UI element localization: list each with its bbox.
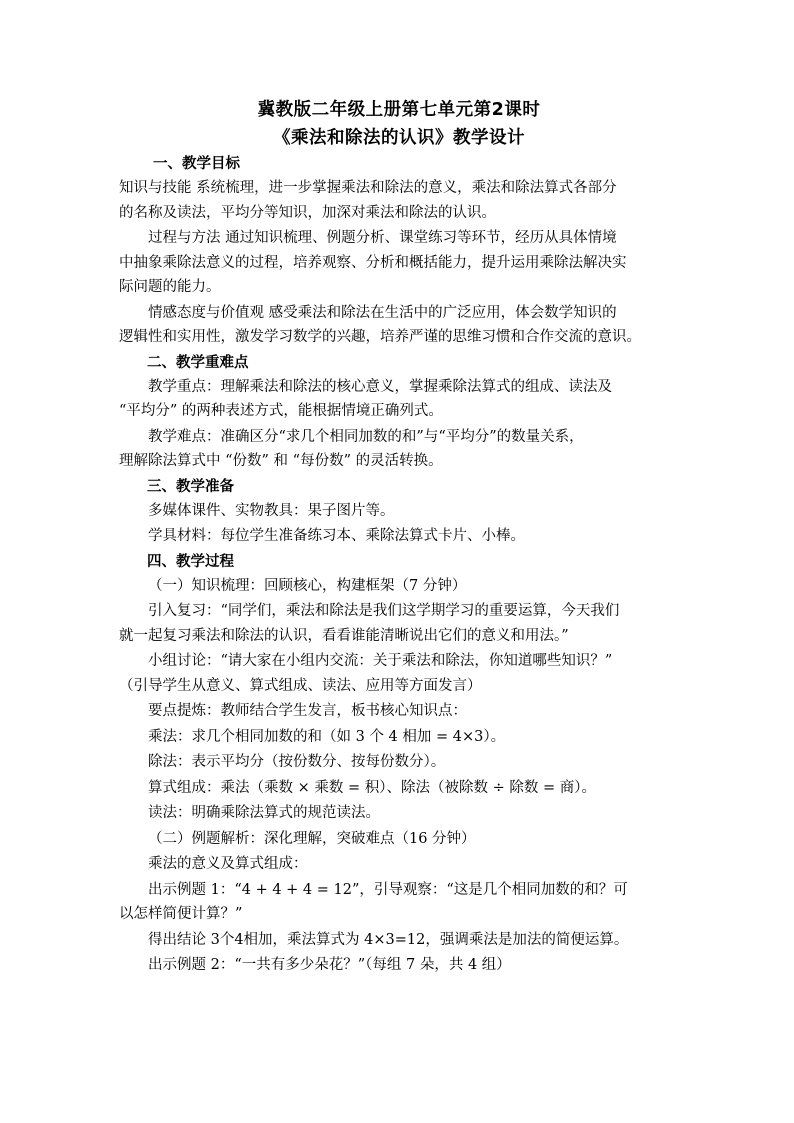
text-line: 过程与方法 通过知识梳理、例题分析、课堂练习等环节，经历从具体情境 — [148, 230, 617, 246]
paragraph-multiplication: 乘法：求几个相同加数的和（如 3 个 4 相加 = 4×3）。 — [148, 728, 506, 745]
subheading-knowledge-review: （一）知识梳理：回顾核心，构建框架（7 分钟） — [148, 577, 467, 594]
paragraph-introduction — [119, 599, 679, 648]
paragraph-difficulty — [119, 425, 679, 474]
text-line: 逻辑性和实用性，激发学习数学的兴趣，培养严谨的思维习惯和合作交流的意识。 — [119, 329, 641, 345]
text-line: 以怎样简便计算？” — [119, 906, 243, 922]
paragraph-student-materials: 学具材料：每位学生准备练习本、乘除法算式卡片、小棒。 — [148, 528, 525, 544]
text-line: 际问题的能力。 — [119, 279, 221, 295]
text-line: 知识与技能 系统梳理，进一步掌握乘法和除法的意义，乘法和除法算式各部分 — [119, 180, 617, 196]
text-line: 的名称及读法，平均分等知识，加深对乘法和除法的认识。 — [119, 204, 496, 221]
text-line: 小组讨论：“请大家在小组内交流：关于乘法和除法，你知道哪些知识？” — [148, 653, 613, 669]
text-line: 情感态度与价值观 感受乘法和除法在生活中的广泛应用，体会数学知识的 — [148, 304, 617, 321]
paragraph-group-discussion — [119, 649, 679, 698]
paragraph-teaching-aids: 多媒体课件、实物教具：果子图片等。 — [148, 502, 395, 519]
paragraph-attitude-values — [119, 301, 679, 350]
paragraph-knowledge-skills — [119, 176, 679, 225]
section-heading-objectives: 一、教学目标 — [153, 156, 240, 172]
paragraph-multiplication-meaning: 乘法的意义及算式组成： — [148, 856, 308, 872]
text-line: 中抽象乘除法意义的过程，培养观察、分析和概括能力，提升运用乘除法解决实 — [119, 254, 627, 271]
paragraph-example-1 — [119, 878, 679, 927]
text-line: （引导学生从意义、算式组成、读法、应用等方面发言） — [119, 677, 482, 694]
section-heading-preparation: 三、教学准备 — [147, 478, 234, 495]
section-heading-process: 四、教学过程 — [147, 553, 234, 570]
text-line: 就一起复习乘法和除法的认识，看看谁能清晰说出它们的意义和用法。” — [119, 627, 569, 644]
paragraph-key-point — [119, 375, 679, 424]
section-heading-key-points: 二、教学重难点 — [147, 354, 249, 371]
paragraph-division: 除法：表示平均分（按份数分、按每份数分）。 — [148, 754, 446, 770]
subheading-example-analysis: （二）例题解析：深化理解，突破难点（16 分钟） — [148, 830, 476, 847]
text-line: “平均分” 的两种表述方式，能根据情境正确列式。 — [119, 403, 443, 419]
text-line: 出示例题 1：“4 + 4 + 4 = 12”，引导观察：“这是几个相同加数的和？可 — [148, 881, 628, 898]
paragraph-key-summary: 要点提炼：教师结合学生发言，板书核心知识点： — [148, 703, 467, 719]
text-line: 理解除法算式中 “份数” 和 “每份数” 的灵活转换。 — [119, 453, 443, 469]
text-line: 教学重点：理解乘法和除法的核心意义，掌握乘除法算式的组成、读法及 — [148, 378, 612, 395]
paragraph-process-methods — [119, 226, 679, 300]
text-line: 引入复习：“同学们，乘法和除法是我们这学期学习的重要运算，今天我们 — [148, 603, 620, 619]
title-line-1: 冀教版二年级上册第七单元第2课时 — [257, 100, 541, 120]
document-body — [119, 96, 679, 979]
title-line-2: 《乘法和除法的认识》教学设计 — [273, 128, 525, 148]
paragraph-reading: 读法：明确乘除法算式的规范读法。 — [148, 805, 380, 821]
paragraph-conclusion: 得出结论 3个4相加，乘法算式为 4×3=12，强调乘法是加法的简便运算。 — [148, 931, 629, 948]
paragraph-example-2: 出示例题 2：“一共有多少朵花？”（每组 7 朵，共 4 组） — [148, 957, 511, 973]
paragraph-formula-parts: 算式组成：乘法（乘数 × 乘数 = 积）、除法（被除数 ÷ 除数 = 商）。 — [148, 779, 596, 796]
text-line: 教学难点：准确区分“求几个相同加数的和”与“平均分”的数量关系， — [148, 428, 584, 445]
